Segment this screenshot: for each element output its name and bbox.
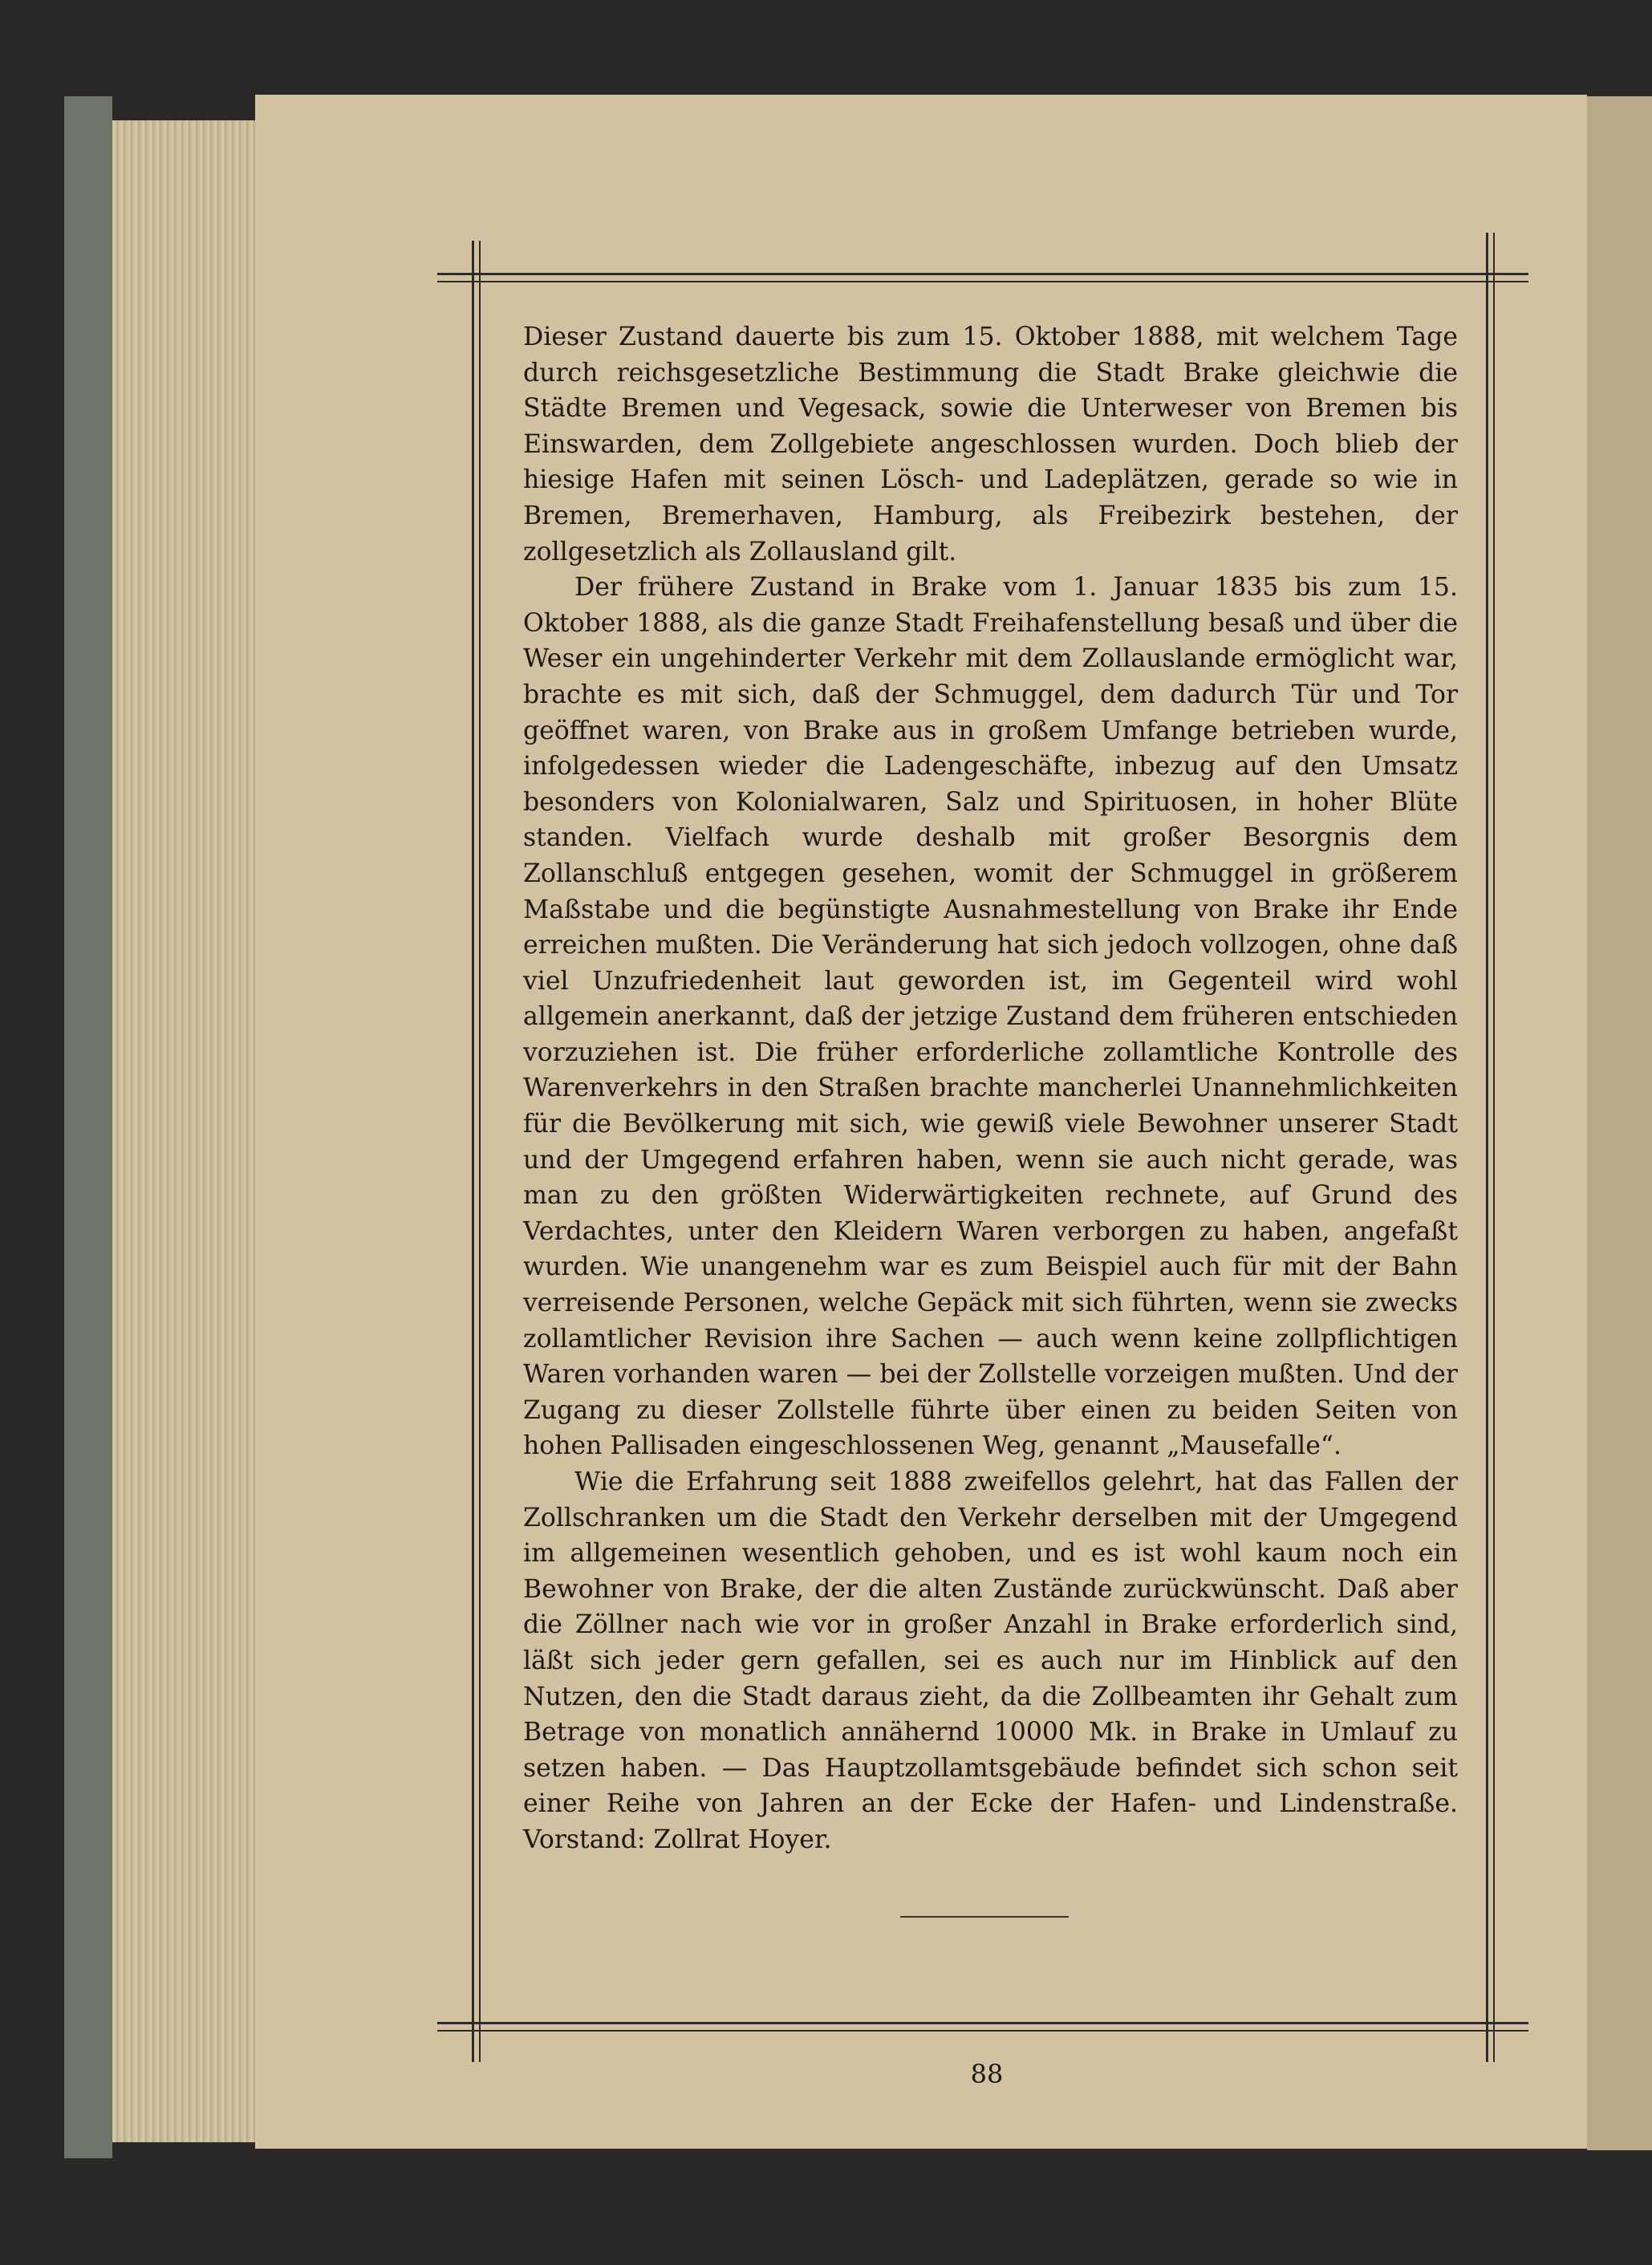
frame-top-rule-inner (437, 281, 1528, 282)
paragraph-1: Dieser Zustand dauerte bis zum 15. Oktober 1888, mit welchem Tage durch reichsgesetzliche Bestimmung die Stadt Brake gleichwie die Städte Bremen und Vegesack, sowie die Unterweser von Bremen bis Einswarden, dem Zollgebiete angeschlossen wurden. Doch blieb der hiesige Hafen mit seinen Lösch- und Ladeplätzen, gerade so wie in Bremen, Bremerhaven, Hamburg, als Freibezirk bestehen, der zollgesetzlich als Zollausland gilt. (523, 323, 1458, 566)
frame-right-rule-inner (1493, 233, 1495, 2062)
frame-top-rule (437, 273, 1528, 275)
page-number: 88 (970, 2059, 1004, 2089)
paragraph-2: Der frühere Zustand in Brake vom 1. Januar 1835 bis zum 15. Oktober 1888, als die ganze Stadt Freihafenstellung besaß und über die Weser ein ungehinderter Verkehr mit dem Zollauslande ermöglicht war, brachte es mit sich, daß der Schmuggel, dem dadurch Tür und Tor geöffnet waren, von Brake aus in großem Umfange betrieben wurde, infolgedessen wieder die Ladengeschäfte, inbezug auf den Umsatz besonders von Kolonialwaren, Salz und Spirituosen, in hoher Blüte standen. Vielfach wurde deshalb mit großer Besorgnis dem Zollanschluß entgegen gesehen, womit der Schmuggel in größerem Maßstabe und die begünstigte Ausnahmestellung von Brake ihr Ende erreichen mußten. Die Veränderung hat sich jedoch vollzogen, ohne daß viel Unzufriedenheit laut geworden ist, im Gegenteil wird wohl allgemein anerkannt, daß der jetzige Zustand dem früheren entschieden vorzuziehen ist. Die früher erforderliche zollamtliche Kontrolle des Warenverkehrs in den Straßen brachte mancherlei Unannehmlichkeiten für die Bevölkerung mit sich, wie gewiß viele Bewohner unserer Stadt und der Umgegend erfahren haben, wenn sie auch nicht gerade, was man zu den größten Widerwärtigkeiten rechnete, auf Grund des Verdachtes, unter den Kleidern Waren verborgen zu haben, angefaßt wurden. Wie unangenehm war es zum Beispiel auch für mit der Bahn verreisende Personen, welche Gepäck mit sich führten, wenn sie zwecks zollamtlicher Revision ihre Sachen — auch wenn keine zollpflichtigen Waren vorhanden waren — bei der Zollstelle vorzeigen mußten. Und der Zugang zu dieser Zollstelle führte über einen zu beiden Seiten von hohen Pallisaden eingeschlossenen Weg, genannt „Mausefalle“. (523, 573, 1458, 1461)
frame-right-rule (1486, 233, 1488, 2062)
frame-bottom-rule (437, 2022, 1528, 2024)
page-stack-edge (112, 120, 257, 2142)
frame-left-rule (472, 241, 474, 2062)
body-text (523, 319, 1458, 1858)
closing-rule (900, 1916, 1069, 1918)
frame-bottom-rule-inner (437, 2030, 1528, 2032)
adjacent-page-edge (1587, 96, 1652, 2150)
frame-left-rule-inner (479, 241, 481, 2062)
book-binding (64, 96, 112, 2158)
paragraph-3: Wie die Erfahrung seit 1888 zweifellos gelehrt, hat das Fallen der Zollschranken um die Stadt den Verkehr derselben mit der Umgegend im allgemeinen wesentlich gehoben, und es ist wohl kaum noch ein Bewohner von Brake, der die alten Zustände zurückwünscht. Daß aber die Zöllner nach wie vor in großer Anzahl in Brake erforderlich sind, läßt sich jeder gern gefallen, sei es auch nur im Hinblick auf den Nutzen, den die Stadt daraus zieht, da die Zollbeamten ihr Gehalt zum Betrage von monatlich annähernd 10000 Mk. in Brake in Umlauf zu setzen haben. — Das Hauptzollamtsgebäude befindet sich schon seit einer Reihe von Jahren an der Ecke der Hafen- und Lindenstraße. Vorstand: Zollrat Hoyer. (523, 1467, 1458, 1854)
